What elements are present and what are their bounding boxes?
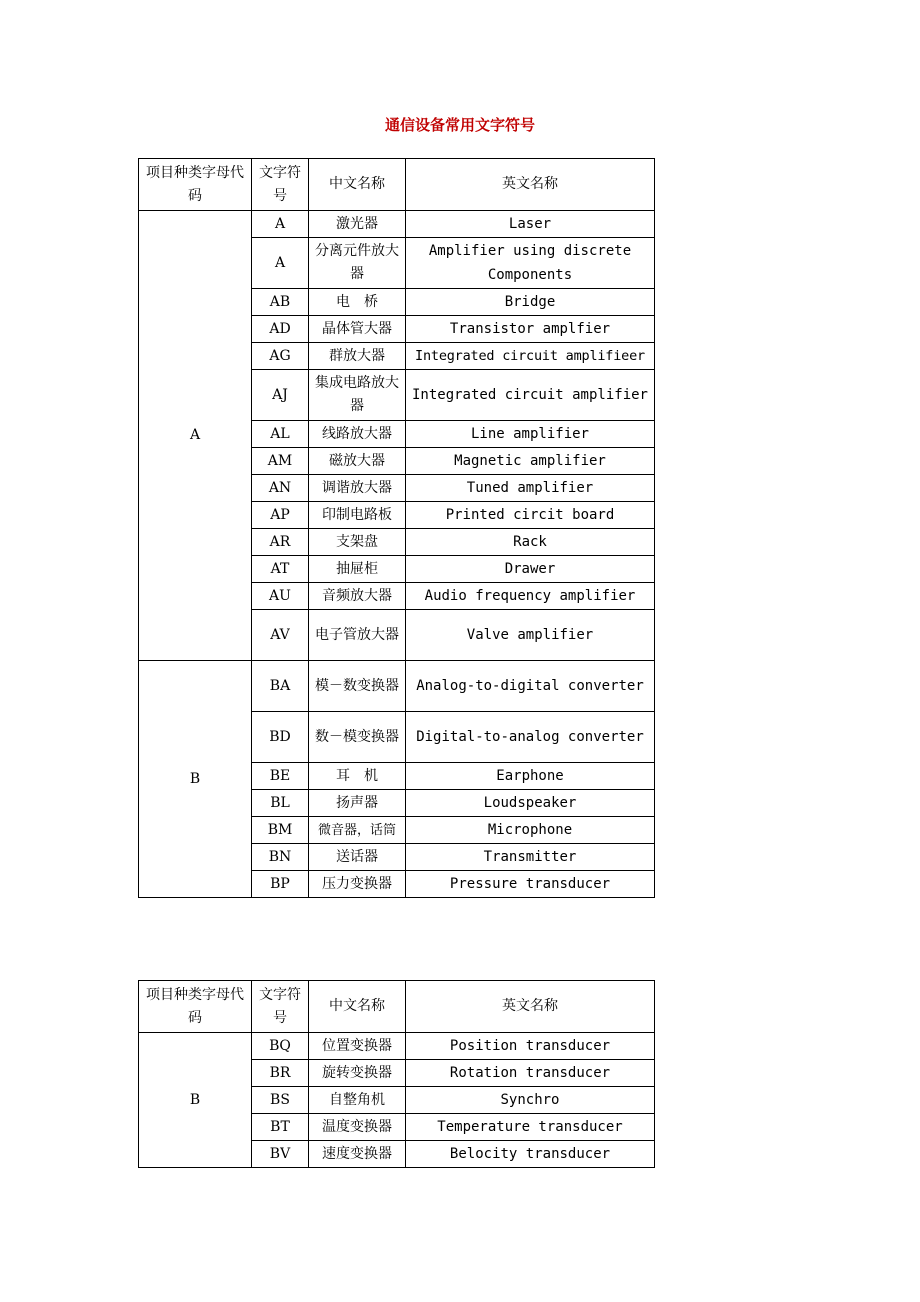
en-name: Line amplifier [406,421,655,448]
cn-name: 压力变换器 [309,871,406,898]
cn-name: 调谐放大器 [309,475,406,502]
symbol-code: AL [252,421,309,448]
cn-name: 音频放大器 [309,583,406,610]
en-name: Transistor amplfier [406,316,655,343]
cn-name: 扬声器 [309,790,406,817]
symbol-code: BT [252,1114,309,1141]
header-category: 项目种类字母代码 [139,981,252,1033]
cn-name: 电子管放大器 [309,610,406,661]
en-name: Analog-to-digital converter [406,661,655,712]
cn-name: 位置变换器 [309,1033,406,1060]
cn-name: 线路放大器 [309,421,406,448]
en-name: Synchro [406,1087,655,1114]
group-code-a: A [139,211,252,661]
symbol-code: BP [252,871,309,898]
en-name: Audio frequency amplifier [406,583,655,610]
symbol-code: AT [252,556,309,583]
cn-name: 旋转变换器 [309,1060,406,1087]
table-row [139,211,655,238]
header-symbol: 文字符号 [252,159,309,211]
cn-name: 速度变换器 [309,1141,406,1168]
en-name: Tuned amplifier [406,475,655,502]
en-name: Temperature transducer [406,1114,655,1141]
cn-name: 群放大器 [309,343,406,370]
en-name: Rotation transducer [406,1060,655,1087]
cn-name: 支架盘 [309,529,406,556]
en-name: Pressure transducer [406,871,655,898]
symbol-code: AJ [252,370,309,421]
symbol-code: AU [252,583,309,610]
cn-name: 抽屉柜 [309,556,406,583]
symbol-code: A [252,211,309,238]
en-name: Microphone [406,817,655,844]
en-name: Drawer [406,556,655,583]
header-en-name: 英文名称 [406,159,655,211]
cn-name: 电 桥 [309,289,406,316]
cn-name: 模－数变换器 [309,661,406,712]
en-name: Integrated circuit amplifier [406,370,655,421]
group-code-b: B [139,1033,252,1168]
symbol-code: BS [252,1087,309,1114]
en-name: Bridge [406,289,655,316]
symbol-code: BN [252,844,309,871]
symbol-code: AB [252,289,309,316]
table-row [139,661,655,712]
en-name: Digital-to-analog converter [406,712,655,763]
symbol-code: AG [252,343,309,370]
symbol-code: AD [252,316,309,343]
cn-name: 磁放大器 [309,448,406,475]
en-name: Position transducer [406,1033,655,1060]
en-name: Transmitter [406,844,655,871]
symbol-code: BV [252,1141,309,1168]
symbol-code: AR [252,529,309,556]
symbol-code: AM [252,448,309,475]
symbol-code: AV [252,610,309,661]
cn-name: 温度变换器 [309,1114,406,1141]
group-code-b: B [139,661,252,898]
en-name: Integrated circuit amplifieer [406,343,655,370]
symbol-code: BR [252,1060,309,1087]
symbol-code: BL [252,790,309,817]
cn-name: 集成电路放大器 [309,370,406,421]
cn-name: 自整角机 [309,1087,406,1114]
table-row [139,1033,655,1060]
table-header-row [139,981,655,1033]
symbol-code: BD [252,712,309,763]
symbol-code: BQ [252,1033,309,1060]
en-name: Loudspeaker [406,790,655,817]
en-name: Printed circit board [406,502,655,529]
cn-name: 分离元件放大器 [309,238,406,289]
en-name: Earphone [406,763,655,790]
en-name: Belocity transducer [406,1141,655,1168]
en-name: Magnetic amplifier [406,448,655,475]
header-cn-name: 中文名称 [309,159,406,211]
symbol-code: AN [252,475,309,502]
cn-name: 微音器，话筒 [309,817,406,844]
cn-name: 激光器 [309,211,406,238]
cn-name: 印制电路板 [309,502,406,529]
symbol-code: A [252,238,309,289]
header-category: 项目种类字母代码 [139,159,252,211]
cn-name: 送话器 [309,844,406,871]
en-name: Laser [406,211,655,238]
cn-name: 数－模变换器 [309,712,406,763]
header-en-name: 英文名称 [406,981,655,1033]
symbol-code: BM [252,817,309,844]
header-cn-name: 中文名称 [309,981,406,1033]
symbol-code: BA [252,661,309,712]
symbol-table-2 [138,980,655,1168]
cn-name: 晶体管大器 [309,316,406,343]
symbol-code: AP [252,502,309,529]
cn-name: 耳 机 [309,763,406,790]
symbol-table-1 [138,158,655,898]
header-symbol: 文字符号 [252,981,309,1033]
en-name: Rack [406,529,655,556]
table-header-row [139,159,655,211]
page-title: 通信设备常用文字符号 [384,116,535,134]
symbol-code: BE [252,763,309,790]
en-name: Amplifier using discrete Components [406,238,655,289]
en-name: Valve amplifier [406,610,655,661]
